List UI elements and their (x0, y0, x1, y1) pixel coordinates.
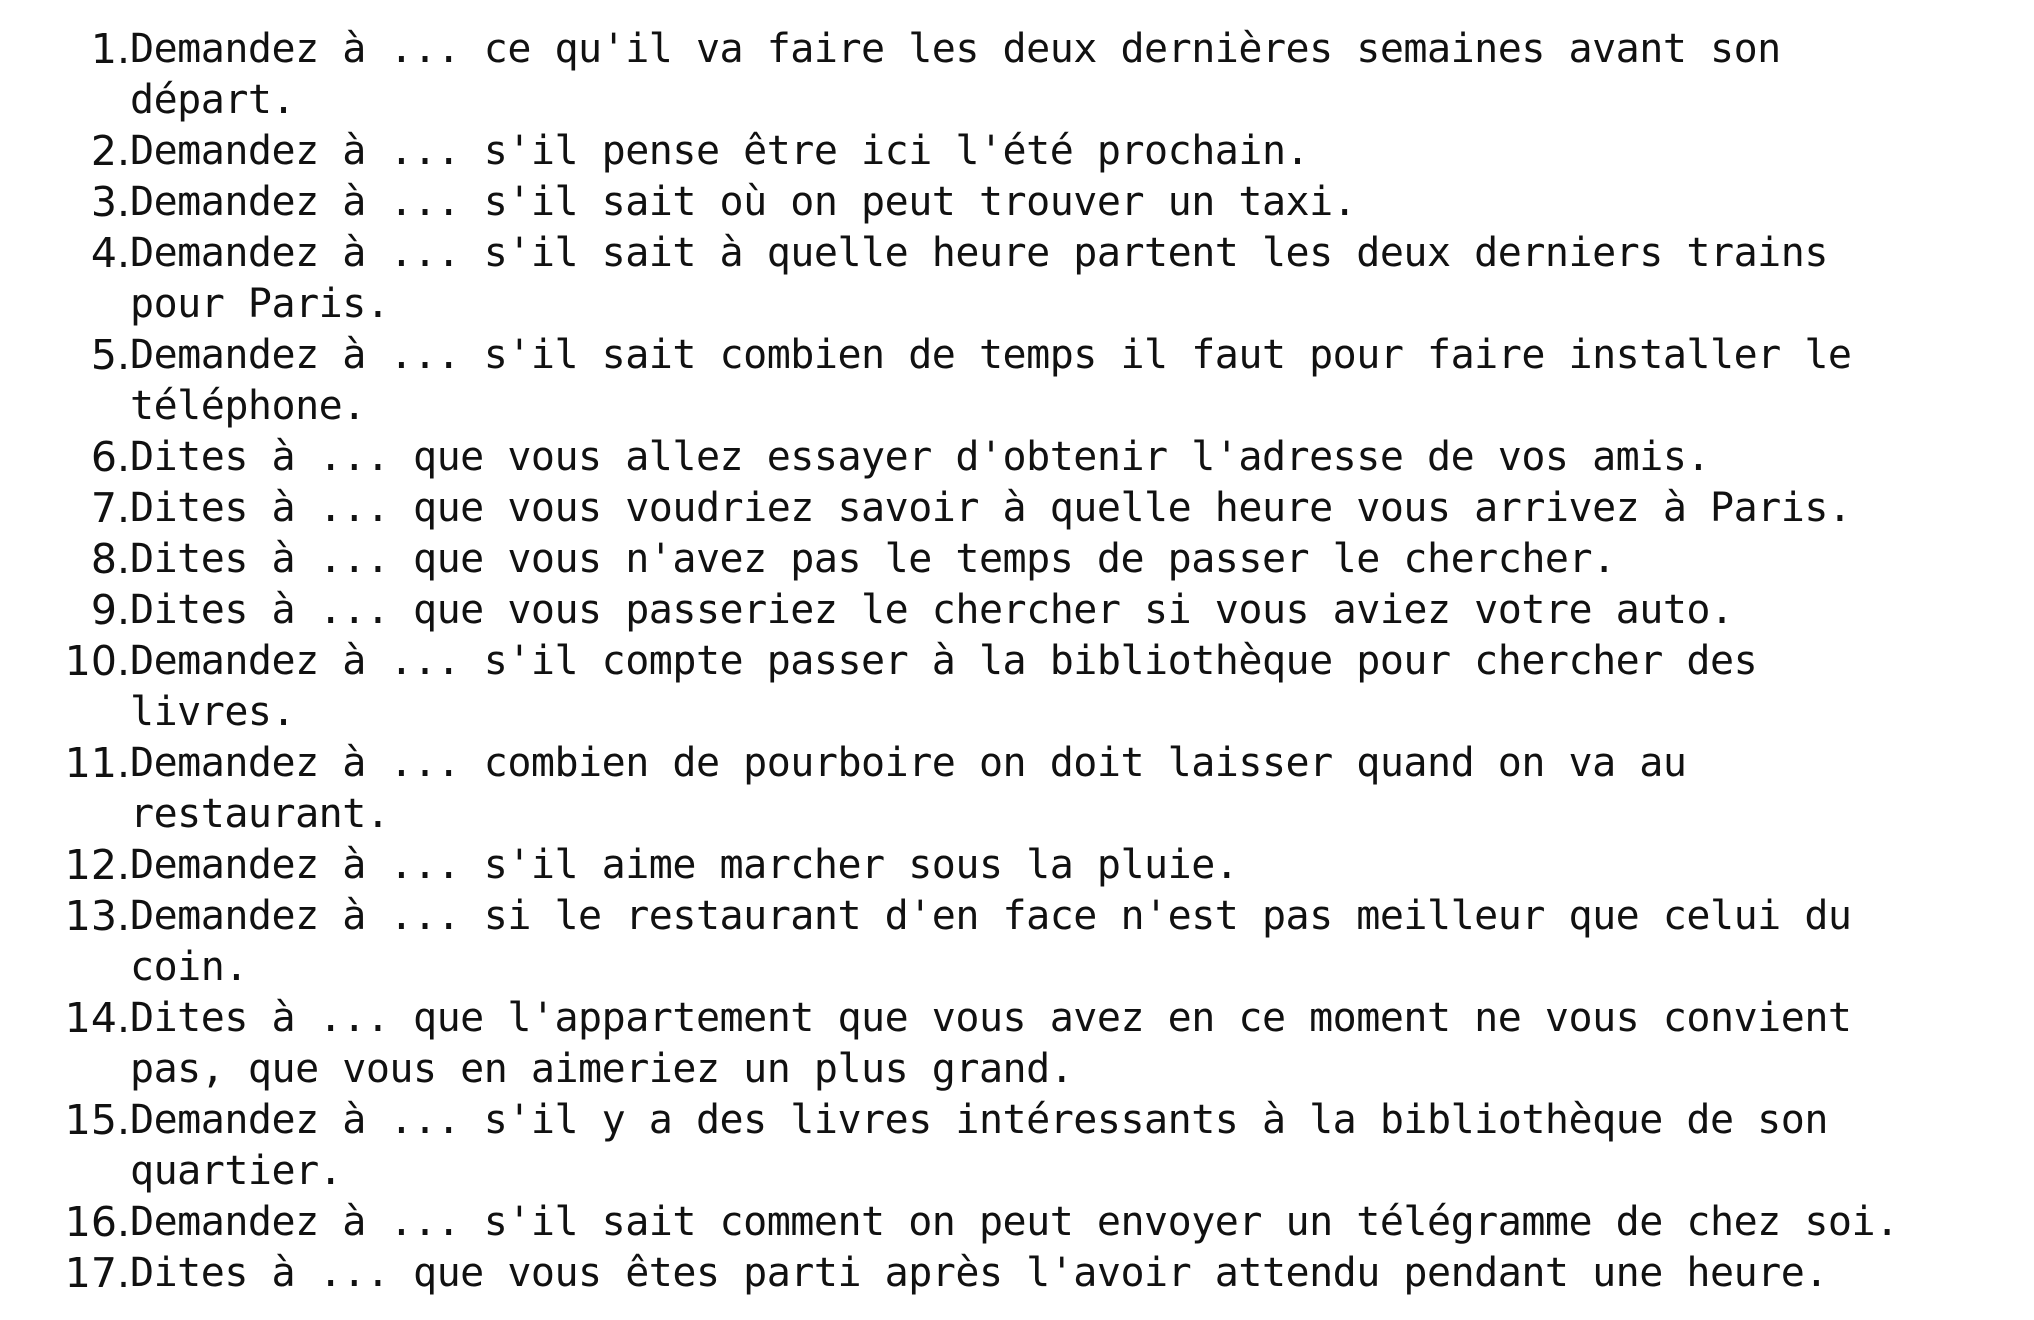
item-text (130, 228, 2034, 330)
item-number: 3. (90, 178, 130, 226)
item-text (130, 432, 2034, 483)
item-text (130, 126, 2034, 177)
item-number: 10. (64, 637, 130, 685)
list-item (0, 1095, 2034, 1197)
list-item (0, 228, 2034, 330)
item-number: 7. (90, 484, 130, 532)
item-line: pas, que vous en aimeriez un plus grand. (130, 1046, 1074, 1092)
item-number: 13. (64, 892, 130, 940)
item-line: quartier. (130, 1148, 343, 1194)
item-number: 6. (90, 433, 130, 481)
item-text (130, 585, 2034, 636)
item-line: Demandez à ... s'il pense être ici l'été prochain. (130, 128, 1310, 174)
item-text (130, 636, 2034, 738)
item-line: livres. (130, 689, 296, 735)
item-line: Demandez à ... s'il sait comment on peut envoyer un télégramme de chez soi. (130, 1199, 1899, 1245)
item-number: 12. (64, 841, 130, 889)
list-item (0, 177, 2034, 228)
item-line: Dites à ... que l'appartement que vous avez en ce moment ne vous convient (130, 995, 1852, 1041)
item-text (130, 891, 2034, 993)
item-text (130, 1197, 2034, 1248)
item-text (130, 1248, 2034, 1299)
item-text (130, 534, 2034, 585)
item-text (130, 1095, 2034, 1197)
item-text (130, 177, 2034, 228)
item-line: téléphone. (130, 383, 366, 429)
list-item (0, 891, 2034, 993)
item-line: Dites à ... que vous allez essayer d'obtenir l'adresse de vos amis. (130, 434, 1710, 480)
list-item (0, 738, 2034, 840)
list-item (0, 585, 2034, 636)
item-text (130, 840, 2034, 891)
item-line: Dites à ... que vous n'avez pas le temps de passer le chercher. (130, 536, 1616, 582)
item-number: 11. (64, 739, 130, 787)
list-item (0, 330, 2034, 432)
item-line: pour Paris. (130, 281, 390, 327)
item-number: 17. (64, 1249, 130, 1297)
item-number: 14. (64, 994, 130, 1042)
item-text (130, 330, 2034, 432)
list-item (0, 636, 2034, 738)
item-line: Demandez à ... combien de pourboire on doit laisser quand on va au (130, 740, 1687, 786)
list-item (0, 1197, 2034, 1248)
item-text (130, 993, 2034, 1095)
item-number: 5. (90, 331, 130, 379)
item-line: Demandez à ... si le restaurant d'en face n'est pas meilleur que celui du (130, 893, 1852, 939)
item-number: 16. (64, 1198, 130, 1246)
item-text (130, 483, 2034, 534)
item-line: coin. (130, 944, 248, 990)
item-line: Dites à ... que vous passeriez le chercher si vous aviez votre auto. (130, 587, 1734, 633)
item-number: 2. (90, 127, 130, 175)
list-item (0, 993, 2034, 1095)
list-item (0, 840, 2034, 891)
item-line: Dites à ... que vous voudriez savoir à quelle heure vous arrivez à Paris. (130, 485, 1852, 531)
item-line: Demandez à ... s'il sait à quelle heure partent les deux derniers trains (130, 230, 1828, 276)
list-item (0, 432, 2034, 483)
item-number: 8. (90, 535, 130, 583)
list-item (0, 1248, 2034, 1299)
item-line: Demandez à ... s'il y a des livres intéressants à la bibliothèque de son (130, 1097, 1828, 1143)
item-line: restaurant. (130, 791, 390, 837)
list-item (0, 534, 2034, 585)
item-number: 4. (90, 229, 130, 277)
item-text (130, 738, 2034, 840)
item-line: départ. (130, 77, 296, 123)
item-line: Demandez à ... s'il compte passer à la bibliothèque pour chercher des (130, 638, 1758, 684)
item-number: 1. (90, 25, 130, 73)
item-number: 15. (64, 1096, 130, 1144)
exercise-list (0, 24, 2034, 1299)
item-line: Demandez à ... s'il aime marcher sous la pluie. (130, 842, 1239, 888)
item-line: Demandez à ... s'il sait combien de temps il faut pour faire installer le (130, 332, 1852, 378)
item-line: Dites à ... que vous êtes parti après l'avoir attendu pendant une heure. (130, 1250, 1828, 1296)
item-number: 9. (90, 586, 130, 634)
list-item (0, 24, 2034, 126)
list-item (0, 483, 2034, 534)
item-line: Demandez à ... s'il sait où on peut trouver un taxi. (130, 179, 1357, 225)
list-item (0, 126, 2034, 177)
item-text (130, 24, 2034, 126)
item-line: Demandez à ... ce qu'il va faire les deux dernières semaines avant son (130, 26, 1781, 72)
